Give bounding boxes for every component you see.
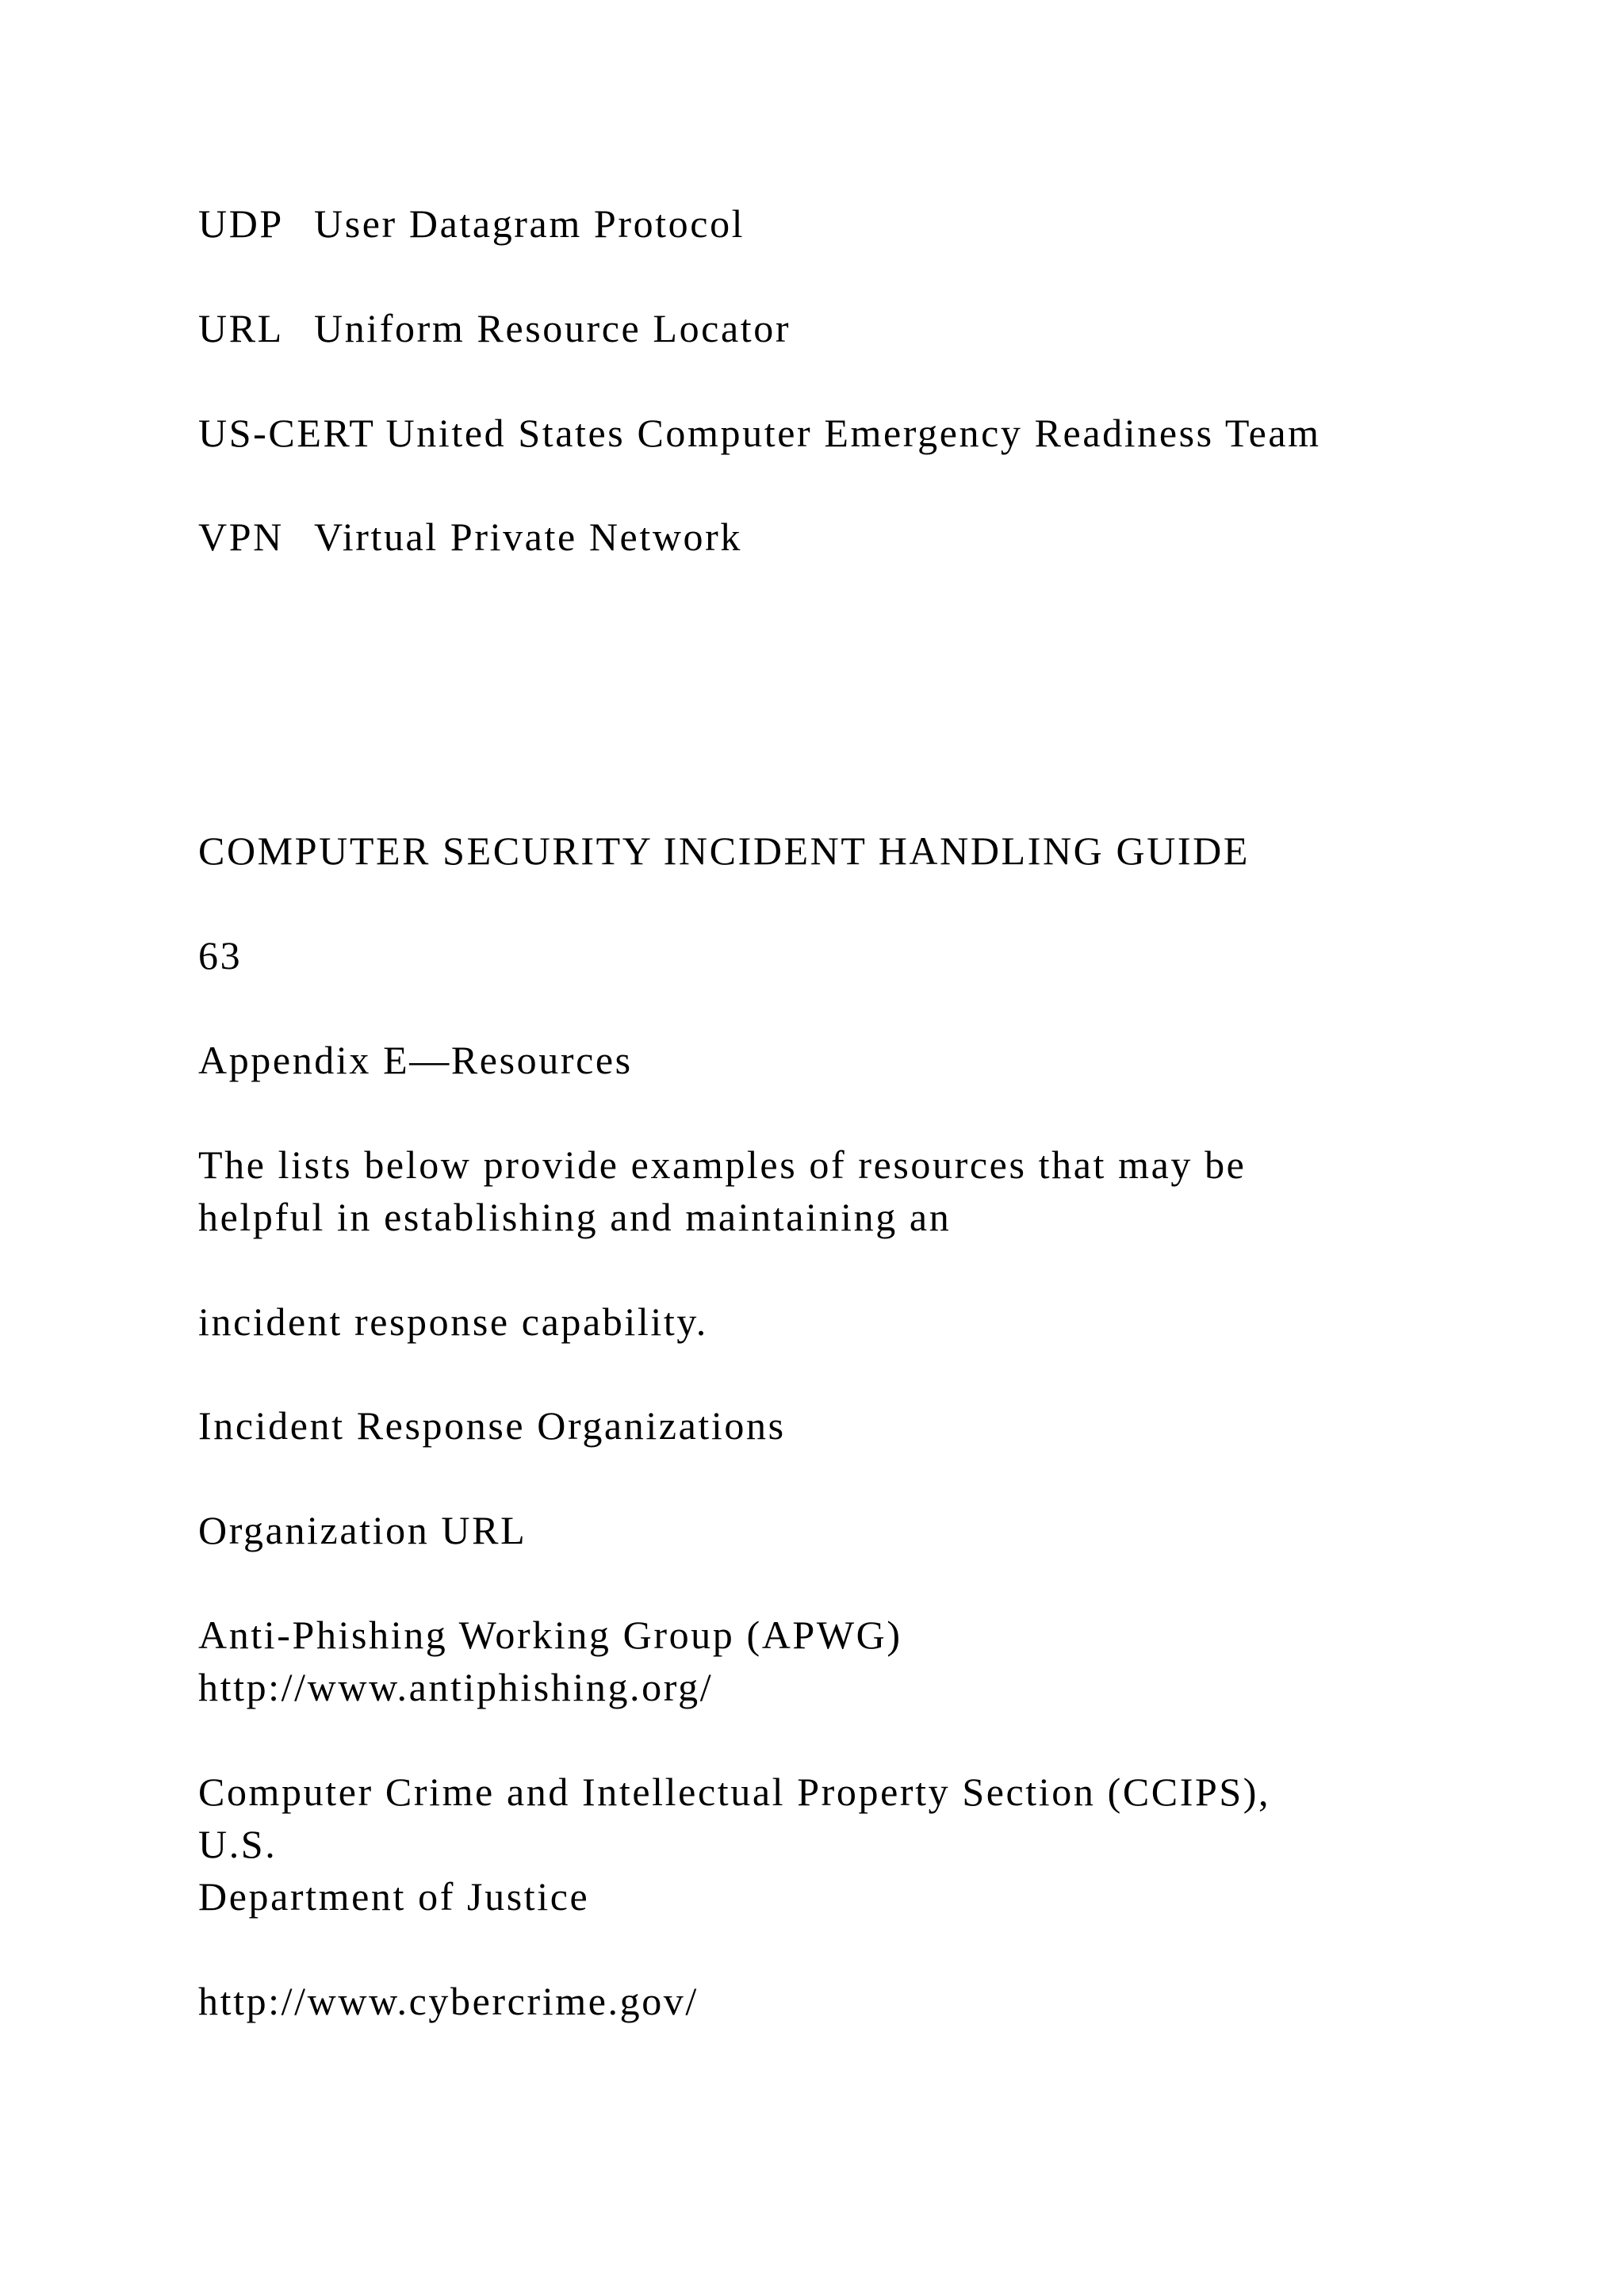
table-header: Organization URL xyxy=(198,1508,527,1552)
running-header: COMPUTER SECURITY INCIDENT HANDLING GUIDE xyxy=(198,828,1250,873)
intro-line-3: incident response capability. xyxy=(198,1299,708,1344)
acronym-expansion: Uniform Resource Locator xyxy=(314,306,791,350)
acronym-expansion: User Datagram Protocol xyxy=(314,201,745,246)
intro-line-1: The lists below provide examples of resources that may be xyxy=(198,1142,1247,1187)
entry-ccips-name-line-3: Department of Justice xyxy=(198,1874,590,1919)
acronym-expansion: Virtual Private Network xyxy=(314,515,742,559)
acronym-term: UDP xyxy=(198,201,284,246)
acronym-term: URL xyxy=(198,306,284,350)
acronym-row-url xyxy=(198,308,791,348)
page-number: 63 xyxy=(198,933,243,978)
acronym-row-udp xyxy=(198,201,745,246)
section-title: Incident Response Organizations xyxy=(198,1403,786,1448)
entry-ccips-url: http://www.cybercrime.gov/ xyxy=(198,1979,699,2023)
entry-ccips-name-line-2: U.S. xyxy=(198,1822,278,1866)
acronym-row-us-cert xyxy=(198,413,1321,453)
intro-line-2: helpful in establishing and maintaining an xyxy=(198,1195,952,1239)
entry-apwg-name: Anti-Phishing Working Group (APWG) xyxy=(198,1613,902,1657)
entry-ccips-name-line-1: Computer Crime and Intellectual Property Section (CCIPS), xyxy=(198,1770,1271,1814)
acronym-term: US-CERT xyxy=(198,411,376,455)
appendix-title: Appendix E—Resources xyxy=(198,1038,633,1082)
acronym-row-vpn xyxy=(198,517,742,557)
acronym-term: VPN xyxy=(198,515,284,559)
entry-apwg-url: http://www.antiphishing.org/ xyxy=(198,1665,714,1709)
acronym-expansion: United States Computer Emergency Readiness Team xyxy=(385,411,1321,455)
